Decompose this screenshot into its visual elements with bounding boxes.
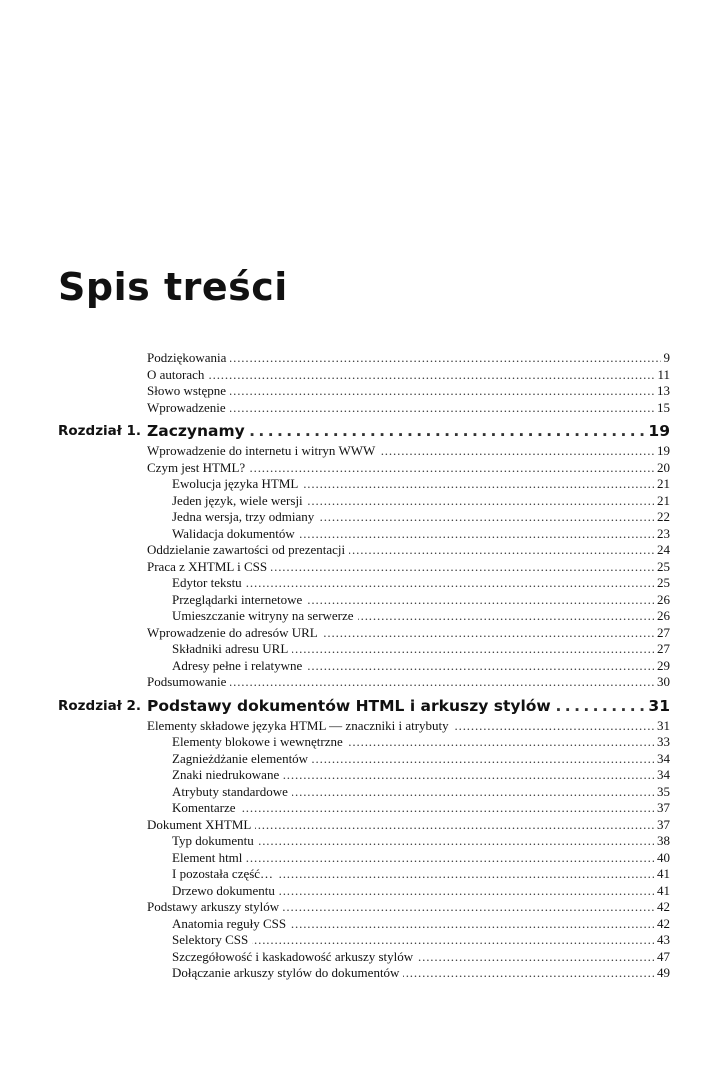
page-number: 37 <box>654 800 670 817</box>
toc-entry-label: I pozostała część… <box>172 866 277 883</box>
page-number: 37 <box>654 817 670 834</box>
toc-entry-label: Podstawy arkuszy stylów <box>147 899 283 916</box>
page-number: 34 <box>654 751 670 768</box>
toc-entry-label: Czym jest HTML? <box>147 460 249 477</box>
chapter-row <box>58 419 670 443</box>
toc-entry <box>58 800 670 817</box>
page-number: 33 <box>654 734 670 751</box>
chapter-number: Rozdział 2. <box>58 697 142 714</box>
page-number: 25 <box>654 559 670 576</box>
toc-entry <box>58 965 670 982</box>
toc-entry-label: Jeden język, wiele wersji <box>172 493 307 510</box>
toc-entry <box>58 509 670 526</box>
toc-entry-label: Wprowadzenie do internetu i witryn WWW <box>147 443 379 460</box>
toc-entry-label: Dołączanie arkuszy stylów do dokumentów <box>172 965 403 982</box>
page-number: 41 <box>654 883 670 900</box>
toc-entry-label: Zaczynamy <box>147 419 249 443</box>
toc-entry <box>58 476 670 493</box>
toc-entry-label: Ewolucja języka HTML <box>172 476 302 493</box>
toc-entry <box>58 784 670 801</box>
toc-entry-label: Anatomia reguły CSS <box>172 916 290 933</box>
toc-entry <box>58 443 670 460</box>
page-number: 42 <box>654 899 670 916</box>
toc-entry <box>58 383 670 400</box>
toc-entry <box>58 883 670 900</box>
toc-entry-label: Adresy pełne i relatywne <box>172 658 306 675</box>
page-number: 27 <box>654 641 670 658</box>
toc-entry-label: Oddzielanie zawartości od prezentacji <box>147 542 349 559</box>
page-number: 26 <box>654 608 670 625</box>
toc-entry-label: Słowo wstępne <box>147 383 230 400</box>
toc-entry-label: Szczegółowość i kaskadowość arkuszy stylów <box>172 949 417 966</box>
page-number: 43 <box>654 932 670 949</box>
toc-entry <box>58 932 670 949</box>
toc-entry <box>58 542 670 559</box>
page-number: 20 <box>654 460 670 477</box>
toc-entry-label: Drzewo dokumentu <box>172 883 279 900</box>
page-number: 25 <box>654 575 670 592</box>
toc-entry-label: Znaki niedrukowane <box>172 767 283 784</box>
toc-entry <box>58 608 670 625</box>
toc-entry-label: Podsumowanie <box>147 674 230 691</box>
toc-entry-label: O autorach <box>147 367 208 384</box>
page-number: 29 <box>654 658 670 675</box>
page-number: 13 <box>654 383 670 400</box>
page-number: 21 <box>654 493 670 510</box>
toc-entry-label: Jedna wersja, trzy odmiany <box>172 509 318 526</box>
toc-entry-label: Walidacja dokumentów <box>172 526 299 543</box>
toc-entry <box>58 751 670 768</box>
toc-entry <box>58 400 670 417</box>
toc-entry <box>58 674 670 691</box>
page-number: 40 <box>654 850 670 867</box>
dot-leader <box>172 800 670 817</box>
table-of-contents <box>58 350 670 982</box>
toc-entry-label: Element html <box>172 850 246 867</box>
toc-entry <box>58 575 670 592</box>
page-number: 19 <box>645 419 670 443</box>
page-number: 15 <box>654 400 670 417</box>
toc-entry <box>58 350 670 367</box>
dot-leader <box>172 850 670 867</box>
toc-entry <box>58 559 670 576</box>
toc-entry-label: Praca z XHTML i CSS <box>147 559 271 576</box>
toc-entry <box>58 460 670 477</box>
dot-leader <box>147 367 670 384</box>
page-number: 23 <box>654 526 670 543</box>
toc-entry <box>58 916 670 933</box>
toc-entry <box>58 641 670 658</box>
toc-entry-label: Elementy składowe języka HTML — znaczniki i atrybuty <box>147 718 453 735</box>
toc-entry <box>58 833 670 850</box>
page-number: 31 <box>645 694 670 718</box>
page-number: 9 <box>661 350 671 367</box>
toc-entry-label: Elementy blokowe i wewnętrzne <box>172 734 347 751</box>
toc-entry <box>58 493 670 510</box>
page-number: 11 <box>654 367 670 384</box>
toc-entry <box>58 367 670 384</box>
page-number: 38 <box>654 833 670 850</box>
page-number: 24 <box>654 542 670 559</box>
toc-entry-label: Przeglądarki internetowe <box>172 592 306 609</box>
toc-entry-label: Podstawy dokumentów HTML i arkuszy stylów <box>147 694 555 718</box>
page-number: 34 <box>654 767 670 784</box>
page-title: Spis treści <box>58 265 288 309</box>
toc-entry-label: Zagnieżdżanie elementów <box>172 751 312 768</box>
page-number: 31 <box>654 718 670 735</box>
page-number: 27 <box>654 625 670 642</box>
toc-entry <box>58 526 670 543</box>
toc-entry <box>58 817 670 834</box>
page-number: 30 <box>654 674 670 691</box>
page-number: 49 <box>654 965 670 982</box>
toc-entry <box>58 658 670 675</box>
toc-entry-label: Wprowadzenie do adresów URL <box>147 625 322 642</box>
toc-entry <box>58 625 670 642</box>
toc-entry-label: Typ dokumentu <box>172 833 258 850</box>
toc-entry-label: Dokument XHTML <box>147 817 255 834</box>
toc-entry-label: Atrybuty standardowe <box>172 784 292 801</box>
toc-entry-label: Składniki adresu URL <box>172 641 292 658</box>
toc-entry-label: Komentarze <box>172 800 240 817</box>
toc-entry-label: Podziękowania <box>147 350 230 367</box>
toc-entry <box>58 734 670 751</box>
toc-entry <box>58 592 670 609</box>
page-number: 21 <box>654 476 670 493</box>
dot-leader <box>172 575 670 592</box>
toc-entry <box>58 718 670 735</box>
chapter-row <box>58 694 670 718</box>
toc-entry-label: Umieszczanie witryny na serwerze <box>172 608 358 625</box>
toc-entry-label: Selektory CSS <box>172 932 252 949</box>
toc-entry-label: Edytor tekstu <box>172 575 246 592</box>
page-number: 22 <box>654 509 670 526</box>
page-number: 26 <box>654 592 670 609</box>
page-number: 35 <box>654 784 670 801</box>
page-number: 42 <box>654 916 670 933</box>
page-number: 41 <box>654 866 670 883</box>
toc-entry-label: Wprowadzenie <box>147 400 230 417</box>
page-number: 47 <box>654 949 670 966</box>
toc-entry <box>58 767 670 784</box>
toc-entry <box>58 949 670 966</box>
toc-entry <box>58 850 670 867</box>
page-number: 19 <box>654 443 670 460</box>
chapter-number: Rozdział 1. <box>58 423 142 439</box>
toc-entry <box>58 899 670 916</box>
toc-entry <box>58 866 670 883</box>
